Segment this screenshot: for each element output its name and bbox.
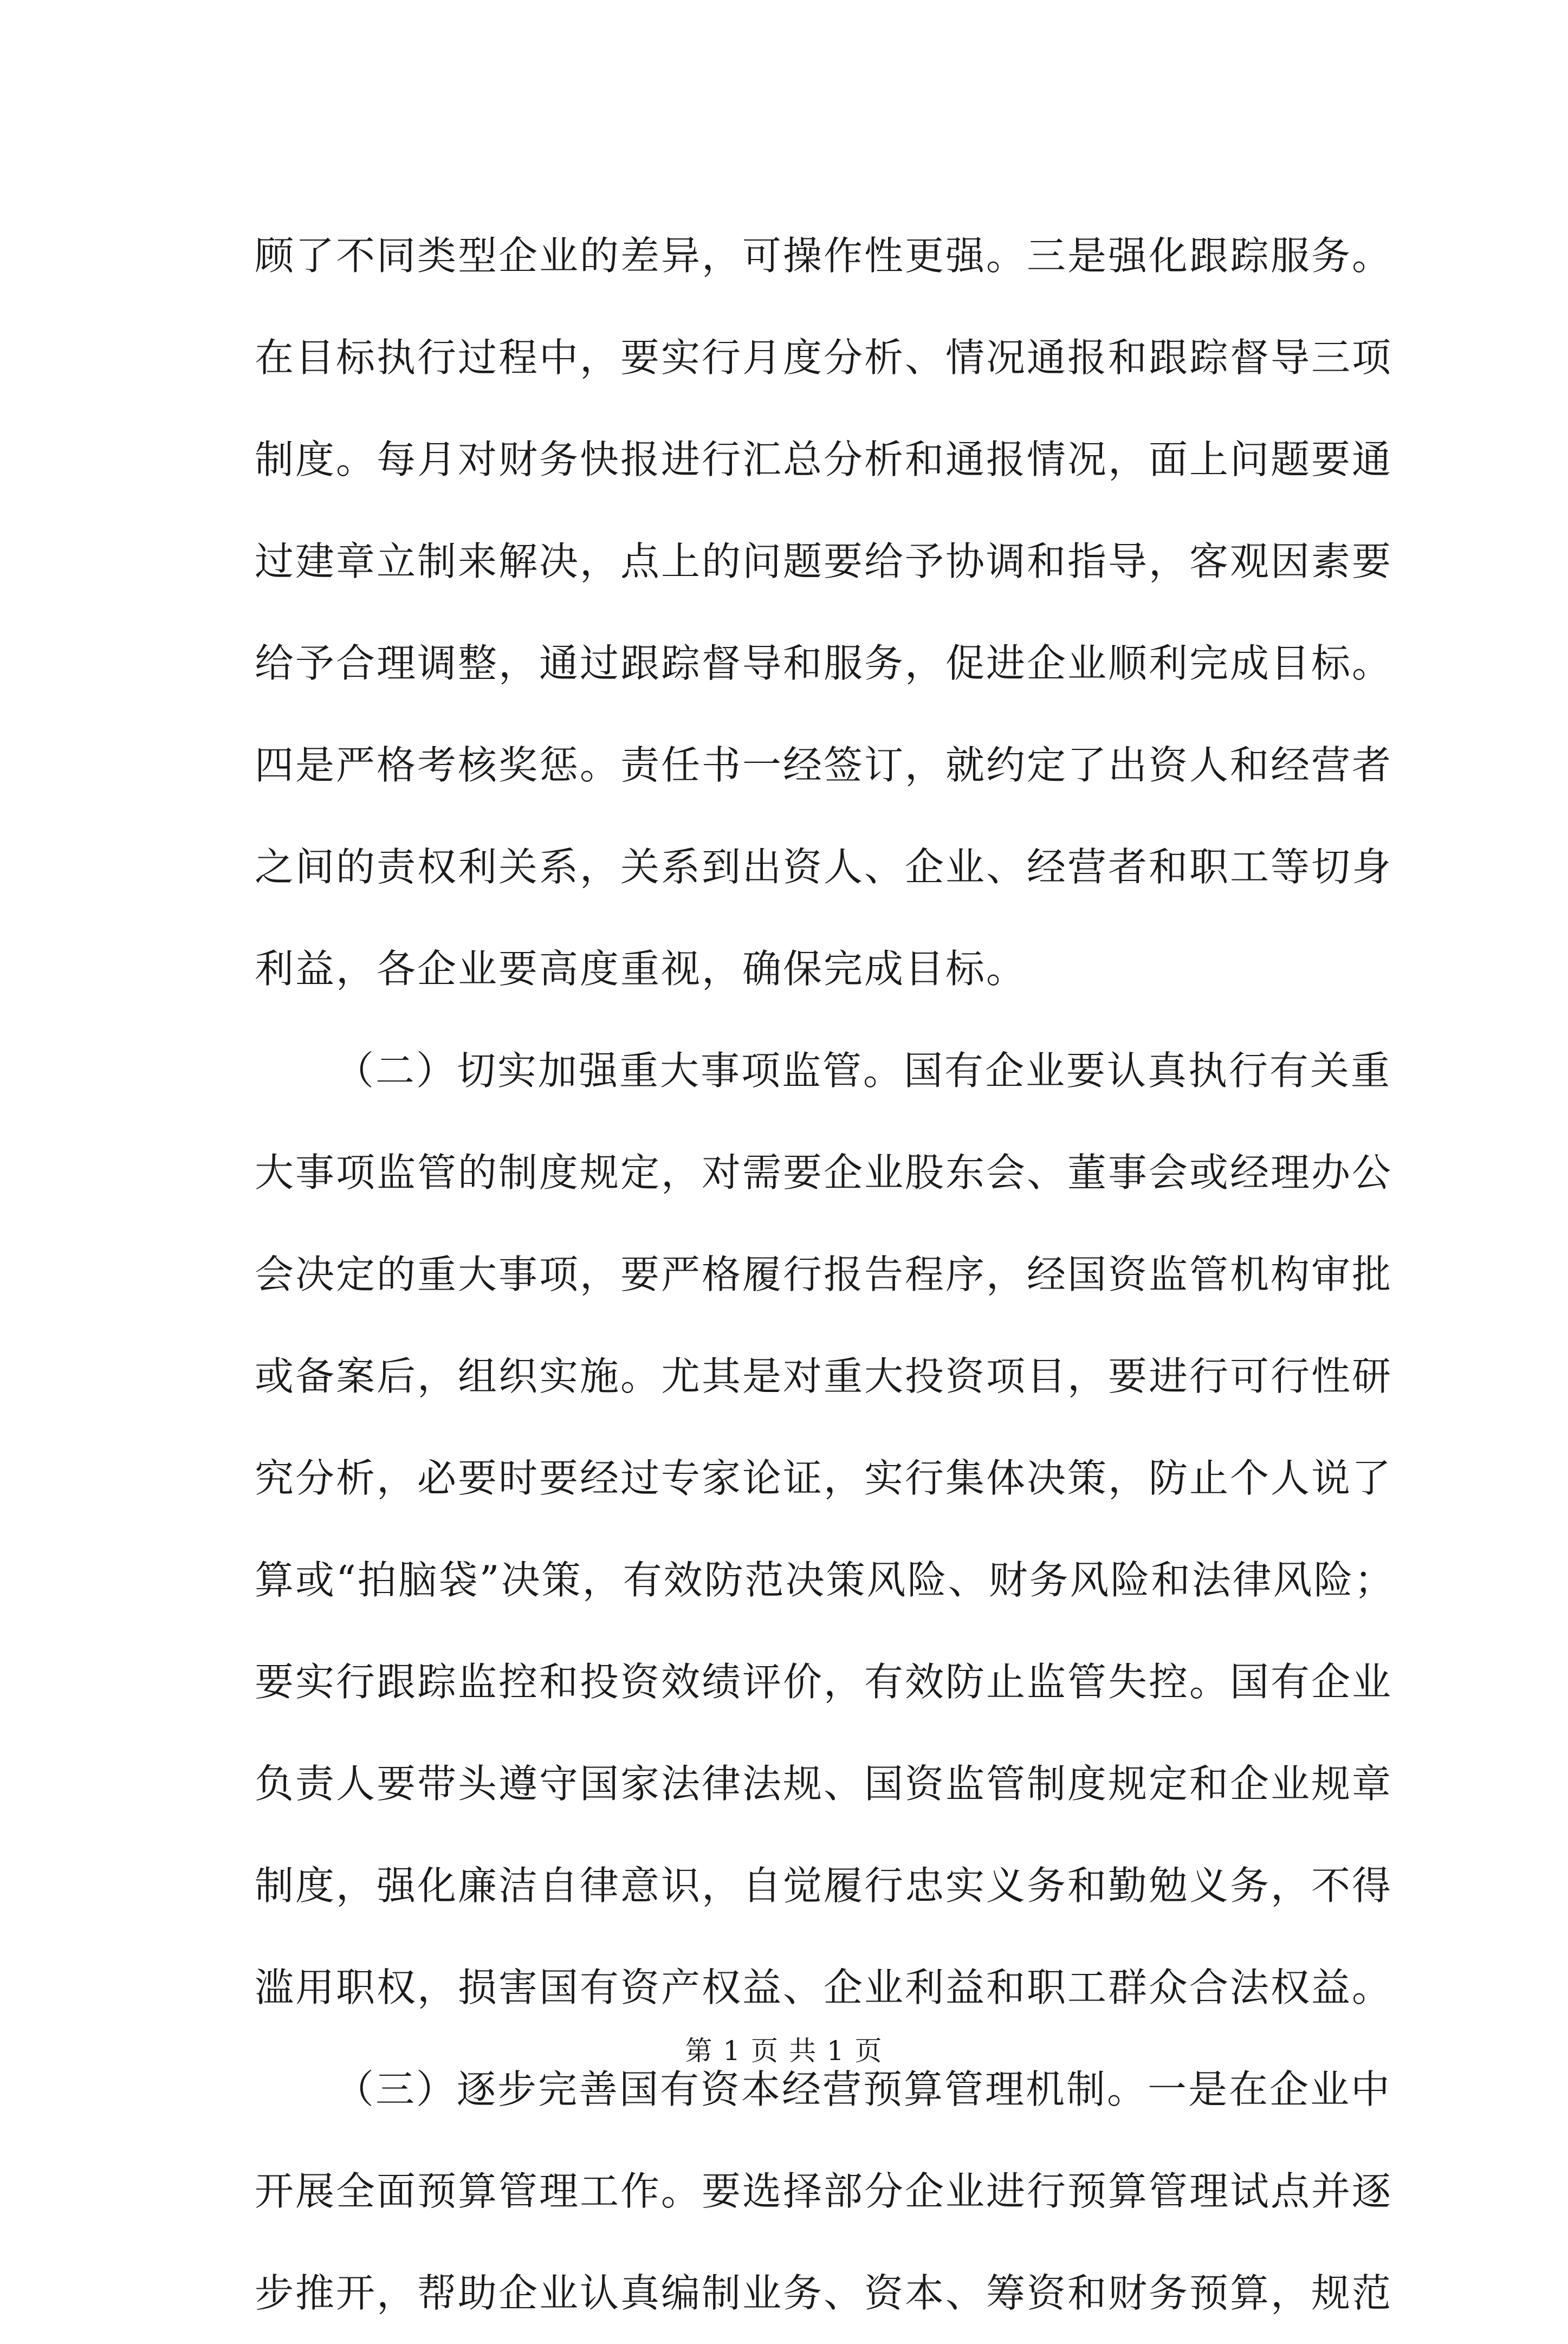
- text-line-12: 或备案后，组织实施。尤其是对重大投资项目，要进行可行性研: [255, 1354, 1393, 1399]
- document-body: [255, 205, 1395, 2344]
- text-line-3: 制度。每月对财务快报进行汇总分析和通报情况，面上问题要通: [255, 437, 1393, 482]
- text-line-10: 大事项监管的制度规定，对需要企业股东会、董事会或经理办公: [255, 1150, 1393, 1195]
- text-line-13: 究分析，必要时要经过专家论证，实行集体决策，防止个人说了: [255, 1455, 1393, 1501]
- page-footer: 第 1 页 共 1 页: [685, 2035, 883, 2067]
- text-line-2: 在目标执行过程中，要实行月度分析、情况通报和跟踪督导三项: [255, 335, 1393, 380]
- text-line-1: 顾了不同类型企业的差异，可操作性更强。三是强化跟踪服务。: [255, 233, 1393, 279]
- text-line-4: 过建章立制来解决，点上的问题要给予协调和指导，客观因素要: [255, 539, 1393, 584]
- text-line-18: 滥用职权，损害国有资产权益、企业利益和职工群众合法权益。: [255, 1965, 1393, 2010]
- text-line-15: 要实行跟踪监控和投资效绩评价，有效防止监管失控。国有企业: [255, 1659, 1393, 1705]
- text-line-16: 负责人要带头遵守国家法律法规、国资监管制度规定和企业规章: [255, 1761, 1393, 1806]
- text-line-11: 会决定的重大事项，要严格履行报告程序，经国资监管机构审批: [255, 1252, 1393, 1297]
- paragraph-3-first-line: （三）逐步完善国有资本经营预算管理机制。一是在企业中: [335, 2067, 1392, 2112]
- text-line-7: 之间的责权利关系，关系到出资人、企业、经营者和职工等切身: [255, 844, 1393, 890]
- text-line-14: 算或“拍脑袋”决策，有效防范决策风险、财务风险和法律风险；: [255, 1557, 1395, 1603]
- text-line-20: 开展全面预算管理工作。要选择部分企业进行预算管理试点并逐: [255, 2168, 1393, 2214]
- text-line-21: 步推开，帮助企业认真编制业务、资本、筹资和财务预算，规范: [255, 2270, 1393, 2316]
- paragraph-2-first-line: （二）切实加强重大事项监管。国有企业要认真执行有关重: [335, 1048, 1392, 1093]
- text-line-17: 制度，强化廉洁自律意识，自觉履行忠实义务和勤勉义务，不得: [255, 1863, 1393, 1908]
- text-line-8: 利益，各企业要高度重视，确保完成目标。: [255, 946, 1027, 992]
- text-line-5: 给予合理调整，通过跟踪督导和服务，促进企业顺利完成目标。: [255, 640, 1393, 686]
- text-line-6: 四是严格考核奖惩。责任书一经签订，就约定了出资人和经营者: [255, 742, 1393, 788]
